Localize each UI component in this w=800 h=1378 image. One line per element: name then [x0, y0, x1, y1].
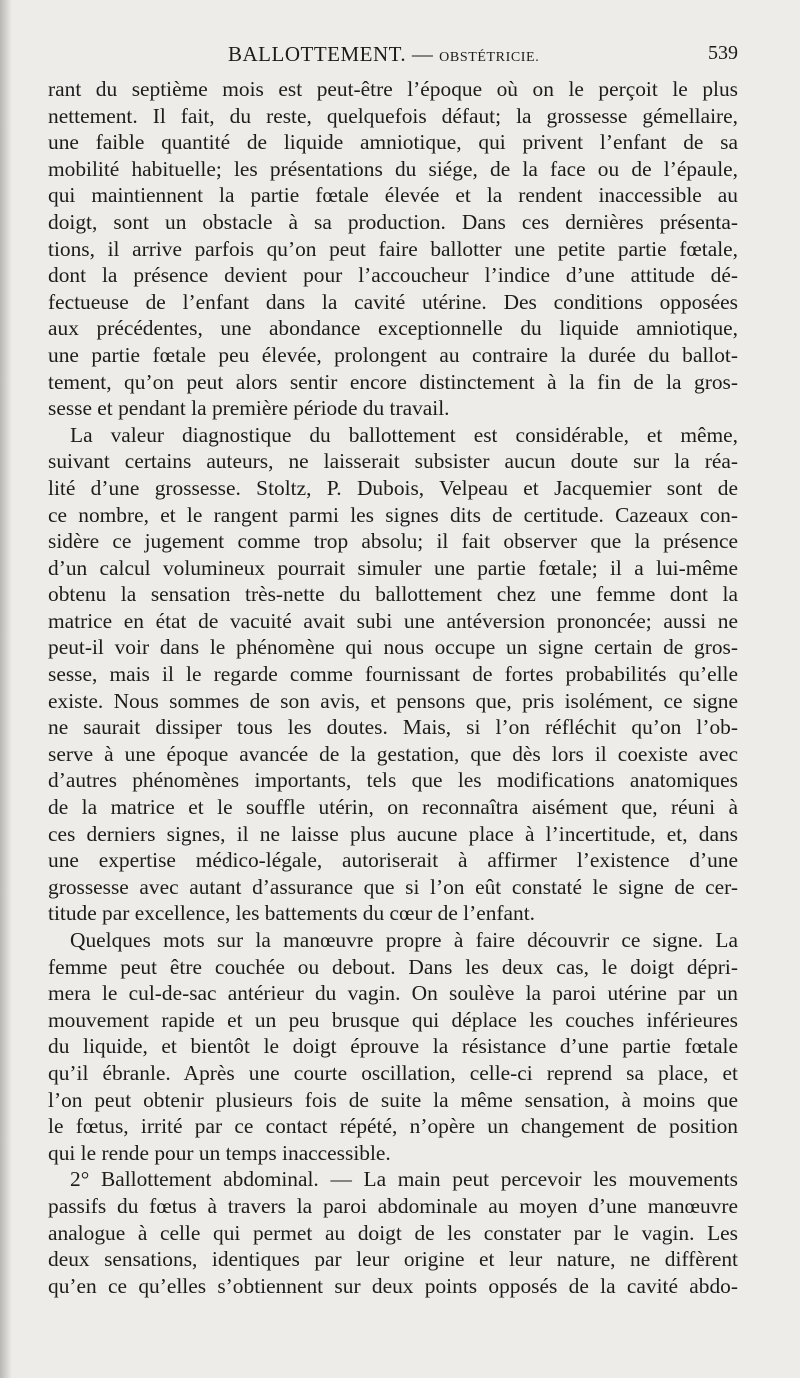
- text-line: d’autres phénomènes importants, tels que les modifications anatomiques: [48, 768, 738, 793]
- book-page: [48, 36, 738, 1299]
- text-line: ne saurait dissiper tous les doutes. Mais, si l’on réfléchit qu’on l’ob-: [48, 715, 738, 740]
- running-head-main: BALLOTTEMENT. —: [228, 42, 434, 66]
- text-line: deux sensations, identiques par leur origine et leur nature, ne diffèrent: [48, 1247, 738, 1272]
- text-line: sidère ce jugement comme trop absolu; il fait observer que la présence: [48, 529, 738, 554]
- text-line: peut-il voir dans le phénomène qui nous occupe un signe certain de gros-: [48, 635, 738, 660]
- text-line: une partie fœtale peu élevée, prolongent au contraire la durée du ballot-: [48, 342, 738, 367]
- text-line: nettement. Il fait, du reste, quelquefois défaut; la grossesse gémellaire,: [48, 103, 738, 128]
- text-line: matrice en état de vacuité avait subi une antéversion prononcée; aussi ne: [48, 608, 738, 633]
- text-line: l’on peut obtenir plusieurs fois de suite la même sensation, à moins que: [48, 1087, 738, 1112]
- text-line: analogue à celle qui permet au doigt de les constater par le vagin. Les: [48, 1220, 738, 1245]
- text-line: lité d’une grossesse. Stoltz, P. Dubois, Velpeau et Jacquemier sont de: [48, 475, 738, 500]
- text-line: mobilité habituelle; les présentations du siége, de la face ou de l’épaule,: [48, 156, 738, 181]
- text-line: suivant certains auteurs, ne laisserait subsister aucun doute sur la réa-: [48, 449, 738, 474]
- page-number: 539: [708, 42, 738, 64]
- text-line: tions, il arrive parfois qu’on peut faire ballotter une petite partie fœtale,: [48, 236, 738, 261]
- text-line: fectueuse de l’enfant dans la cavité utérine. Des conditions opposées: [48, 289, 738, 314]
- running-head: [48, 36, 738, 76]
- text-line: grossesse avec autant d’assurance que si l’on eût constaté le signe de cer-: [48, 874, 738, 899]
- binding-gutter: [0, 0, 12, 1378]
- text-line: qu’en ce qu’elles s’obtiennent sur deux points opposés de la cavité abdo-: [48, 1273, 738, 1298]
- text-line: dont la présence devient pour l’accoucheur l’indice d’une attitude dé-: [48, 263, 738, 288]
- text-line: mera le cul-de-sac antérieur du vagin. On soulève la paroi utérine par un: [48, 981, 738, 1006]
- text-line: qu’il ébranle. Après une courte oscillation, celle-ci reprend sa place, et: [48, 1060, 738, 1085]
- text-line: femme peut être couchée ou debout. Dans les deux cas, le doigt dépri-: [48, 954, 738, 979]
- text-line: le fœtus, irrité par ce contact répété, n’opère un changement de position: [48, 1114, 738, 1139]
- text-line: une faible quantité de liquide amniotique, qui privent l’enfant de sa: [48, 130, 738, 155]
- text-line: serve à une époque avancée de la gestation, que dès lors il coexiste avec: [48, 741, 738, 766]
- text-line: rant du septième mois est peut-être l’époque où on le perçoit le plus: [48, 77, 738, 101]
- text-line: La valeur diagnostique du ballottement est considérable, et même,: [70, 422, 738, 447]
- text-body: [48, 76, 738, 1299]
- text-line: tement, qu’on peut alors sentir encore distinctement à la fin de la gros-: [48, 369, 738, 394]
- text-line: passifs du fœtus à travers la paroi abdominale au moyen d’une manœuvre: [48, 1193, 738, 1218]
- text-line: de la matrice et le souffle utérin, on reconnaîtra aisément que, réuni à: [48, 795, 738, 820]
- text-line: titude par excellence, les battements du cœur de l’enfant.: [48, 901, 536, 926]
- text-line: Quelques mots sur la manœuvre propre à faire découvrir ce signe. La: [70, 928, 738, 952]
- text-line: sesse, mais il le regarde comme fournissant de fortes probabilités qu’elle: [48, 662, 738, 687]
- text-line: du liquide, et bientôt le doigt éprouve la résistance d’une partie fœtale: [48, 1034, 738, 1059]
- text-line: aux précédentes, une abondance exceptionnelle du liquide amniotique,: [48, 316, 738, 341]
- text-line: existe. Nous sommes de son avis, et pensons que, pris isolément, ce signe: [48, 688, 738, 713]
- text-line: qui le rende pour un temps inaccessible.: [48, 1140, 391, 1165]
- text-line: qui maintiennent la partie fœtale élevée et la rendent inaccessible au: [48, 183, 738, 208]
- running-head-title: [228, 42, 539, 67]
- text-line: mouvement rapide et un peu brusque qui déplace les couches inférieures: [48, 1007, 738, 1032]
- text-line: une expertise médico-légale, autoriserait à affirmer l’existence d’une: [48, 848, 738, 873]
- text-line: sesse et pendant la première période du travail.: [48, 396, 450, 421]
- text-line: doigt, sont un obstacle à sa production. Dans ces dernières présenta-: [48, 209, 738, 234]
- text-line: ces derniers signes, il ne laisse plus aucune place à l’incertitude, et, dans: [48, 821, 738, 846]
- text-line: 2° Ballottement abdominal. — La main peut percevoir les mouvements: [70, 1167, 738, 1192]
- text-line: obtenu la sensation très-nette du ballottement chez une femme dont la: [48, 582, 738, 607]
- text-line: ce nombre, et le rangent parmi les signes dits de certitude. Cazeaux con-: [48, 502, 738, 527]
- text-line: d’un calcul volumineux pourrait simuler une partie fœtale; il a lui-même: [48, 555, 738, 580]
- running-head-section: OBSTÉTRICIE.: [439, 50, 540, 65]
